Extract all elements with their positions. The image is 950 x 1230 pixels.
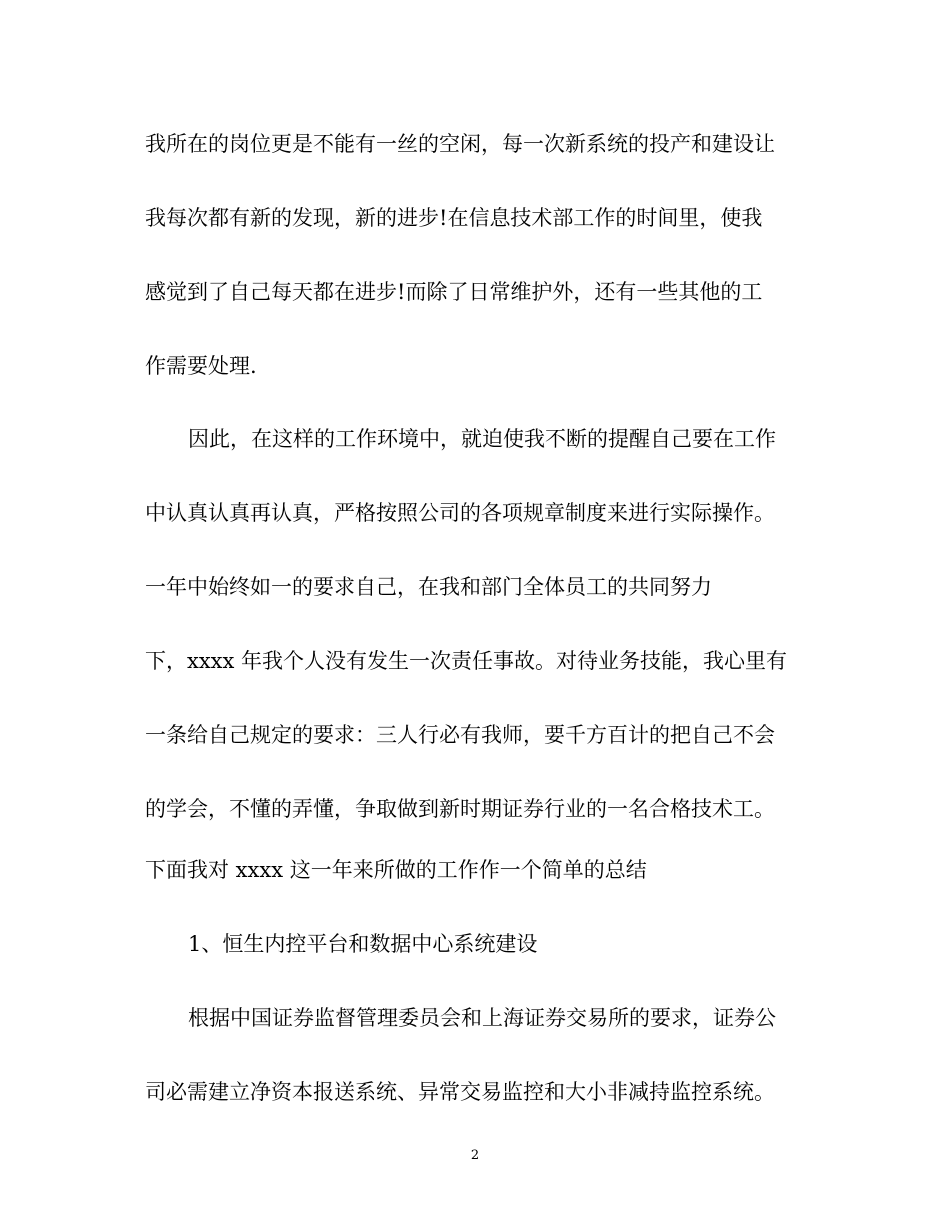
paragraph-line: 根据中国证券监督管理委员会和上海证券交易所的要求，证券公 <box>188 1006 776 1030</box>
paragraph-line: 一年中始终如一的要求自己，在我和部门全体员工的共同努力 <box>145 575 712 599</box>
paragraph-line: 感觉到了自己每天都在进步!而除了日常维护外，还有一些其他的工 <box>145 280 763 304</box>
paragraph-line: 中认真认真再认真，严格按照公司的各项规章制度来进行实际操作。 <box>145 501 775 525</box>
paragraph-line: 司必需建立净资本报送系统、异常交易监控和大小非减持监控系统。 <box>145 1080 775 1104</box>
page-number: 2 <box>470 1148 480 1163</box>
paragraph-line: 下，xxxx 年我个人没有发生一次责任事故。对待业务技能，我心里有 <box>145 649 788 673</box>
paragraph-line: 一条给自己规定的要求：三人行必有我师，要千方百计的把自己不会 <box>145 723 775 747</box>
paragraph-line: 下面我对 xxxx 这一年来所做的工作作一个简单的总结 <box>145 858 647 882</box>
paragraph-line: 作需要处理. <box>145 354 257 378</box>
paragraph-line: 的学会，不懂的弄懂，争取做到新时期证券行业的一名合格技术工。 <box>145 797 775 821</box>
paragraph-line: 我所在的岗位更是不能有一丝的空闲，每一次新系统的投产和建设让 <box>145 132 775 156</box>
paragraph-line: 因此，在这样的工作环境中，就迫使我不断的提醒自己要在工作 <box>188 427 776 451</box>
paragraph-line: 我每次都有新的发现，新的进步!在信息技术部工作的时间里，使我 <box>145 206 763 230</box>
section-heading: 1、恒生内控平台和数据中心系统建设 <box>188 932 538 956</box>
